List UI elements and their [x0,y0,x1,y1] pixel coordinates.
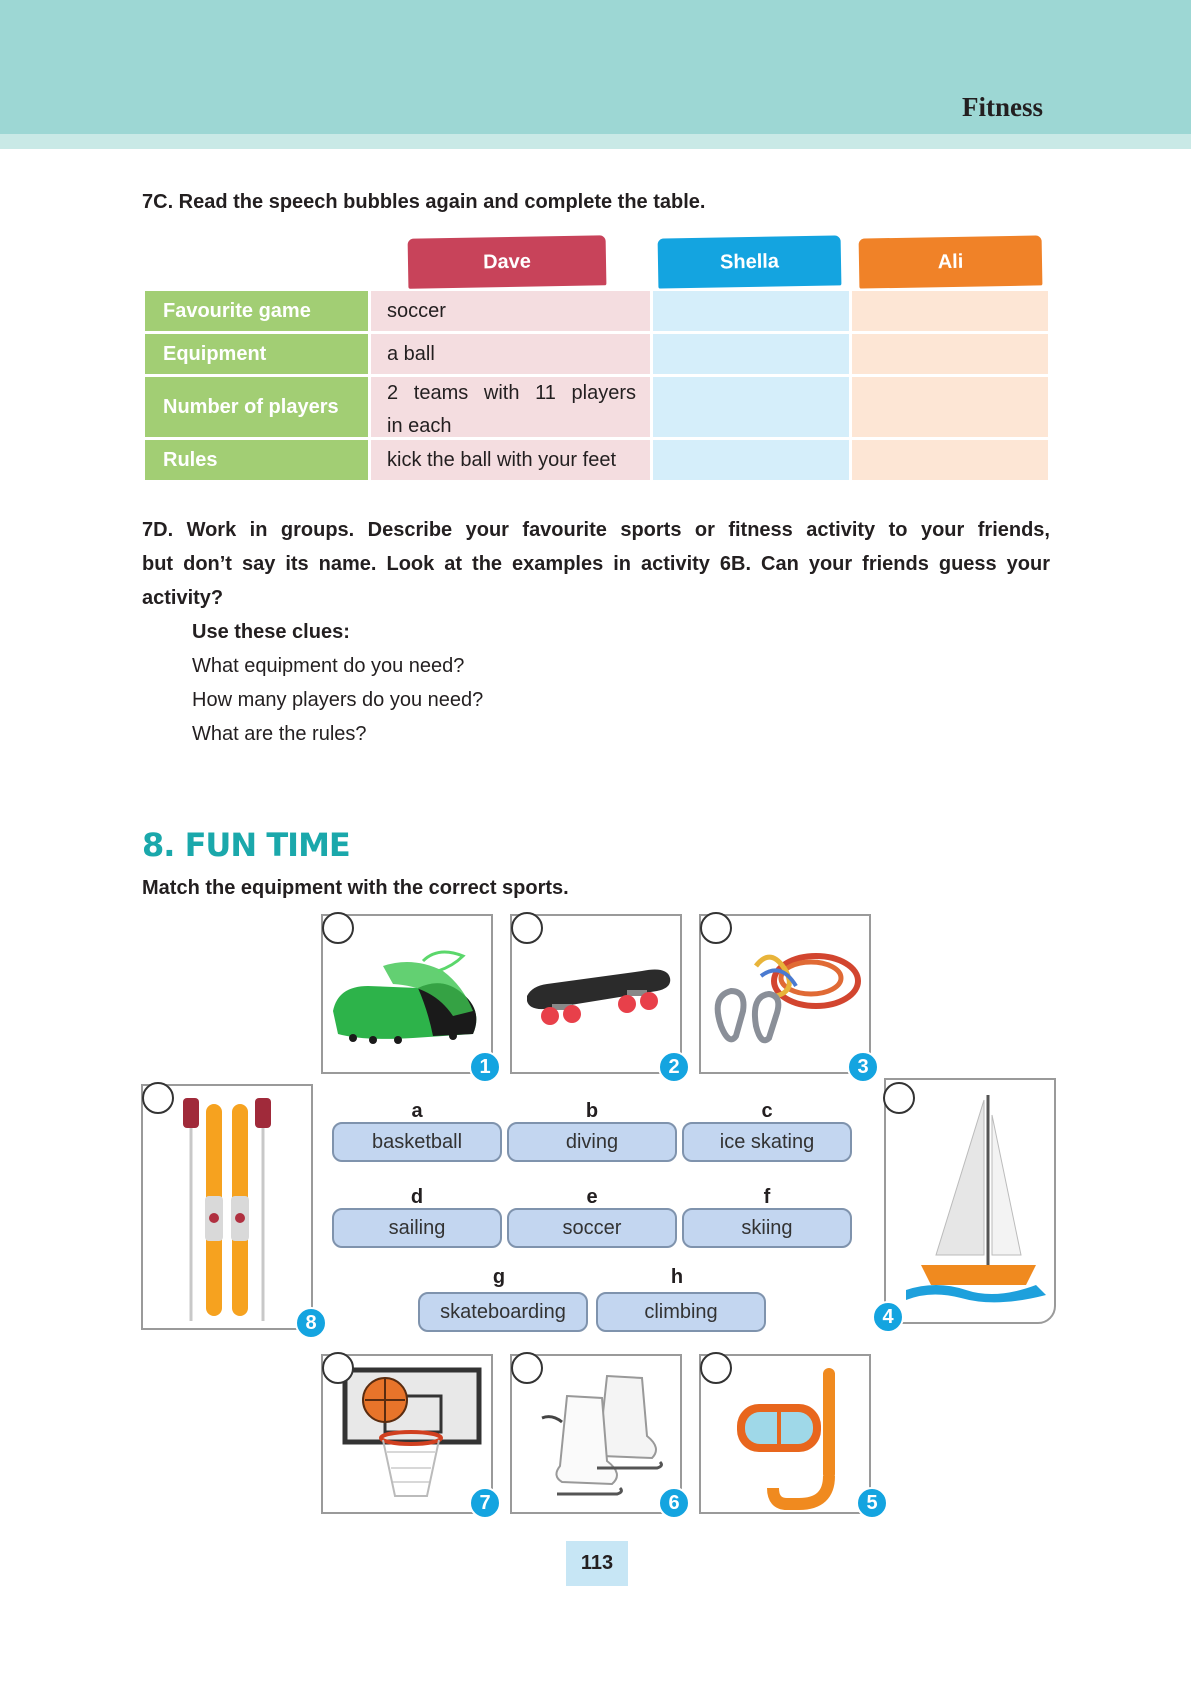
answer-circle[interactable] [511,1352,543,1384]
option-letter: g [492,1266,506,1288]
shella-cell[interactable] [653,377,849,437]
row-label: Number of players [145,377,368,437]
picture-number: 3 [847,1051,879,1083]
dave-cell [371,377,650,437]
picture-number: 8 [295,1307,327,1339]
picture-number: 5 [856,1487,888,1519]
picture-card [884,1078,1056,1324]
dave-cell-line: 2 teams with 11 players [387,382,636,404]
ali-cell[interactable] [852,334,1048,374]
picture-number: 2 [658,1051,690,1083]
option-diving[interactable]: diving [507,1122,677,1162]
dave-cell: kick the ball with your feet [371,440,650,480]
answer-circle[interactable] [322,1352,354,1384]
column-header-dave: Dave [408,235,607,288]
option-sailing[interactable]: sailing [332,1208,502,1248]
ali-cell[interactable] [852,291,1048,331]
row-label: Equipment [145,334,368,374]
task-7d-line: activity? [142,587,224,609]
dave-cell: soccer [371,291,650,331]
clue-item: What equipment do you need? [192,655,465,677]
sailboat-icon [886,1080,1054,1322]
option-letter: h [670,1266,684,1288]
answer-circle[interactable] [883,1082,915,1114]
answer-circle[interactable] [142,1082,174,1114]
shella-cell[interactable] [653,291,849,331]
skis-icon [143,1086,311,1328]
option-letter: a [411,1100,423,1122]
picture-number: 7 [469,1487,501,1519]
column-header-ali: Ali [859,235,1043,288]
answer-circle[interactable] [700,1352,732,1384]
section-title: 8. FUN TIME [142,826,350,864]
option-basketball[interactable]: basketball [332,1122,502,1162]
answer-circle[interactable] [322,912,354,944]
ali-cell[interactable] [852,440,1048,480]
option-climbing[interactable]: climbing [596,1292,766,1332]
clue-item: What are the rules? [192,723,367,745]
option-soccer[interactable]: soccer [507,1208,677,1248]
picture-number: 6 [658,1487,690,1519]
picture-number: 1 [469,1051,501,1083]
task-7d-instruction [142,513,1050,615]
chapter-title: Fitness [962,92,1043,122]
ali-cell[interactable] [852,377,1048,437]
header-strip [0,134,1191,149]
dave-cell-line: in each [387,415,452,437]
option-skiing[interactable]: skiing [682,1208,852,1248]
row-label: Rules [145,440,368,480]
option-letter: f [763,1186,771,1208]
option-letter: b [585,1100,599,1122]
row-label: Favourite game [145,291,368,331]
shella-cell[interactable] [653,334,849,374]
option-letter: d [410,1186,424,1208]
answer-circle[interactable] [511,912,543,944]
task-7d-line: but don’t say its name. Look at the examples in activity 6B. Can your friends guess your [142,553,1050,575]
option-ice-skating[interactable]: ice skating [682,1122,852,1162]
page-number: 113 [566,1541,628,1586]
clues-heading: Use these clues: [192,621,350,643]
task-7d-line: 7D. Work in groups. Describe your favourite sports or fitness activity to your friends, [142,519,1050,541]
column-header-shella: Shella [658,235,842,288]
answer-circle[interactable] [700,912,732,944]
picture-card [141,1084,313,1330]
task-7c-instruction: 7C. Read the speech bubbles again and complete the table. [142,191,706,213]
fun-time-instruction: Match the equipment with the correct sports. [142,877,569,899]
clue-item: How many players do you need? [192,689,484,711]
option-letter: c [761,1100,773,1122]
dave-cell: a ball [371,334,650,374]
option-skateboarding[interactable]: skateboarding [418,1292,588,1332]
shella-cell[interactable] [653,440,849,480]
picture-number: 4 [872,1301,904,1333]
option-letter: e [586,1186,598,1208]
